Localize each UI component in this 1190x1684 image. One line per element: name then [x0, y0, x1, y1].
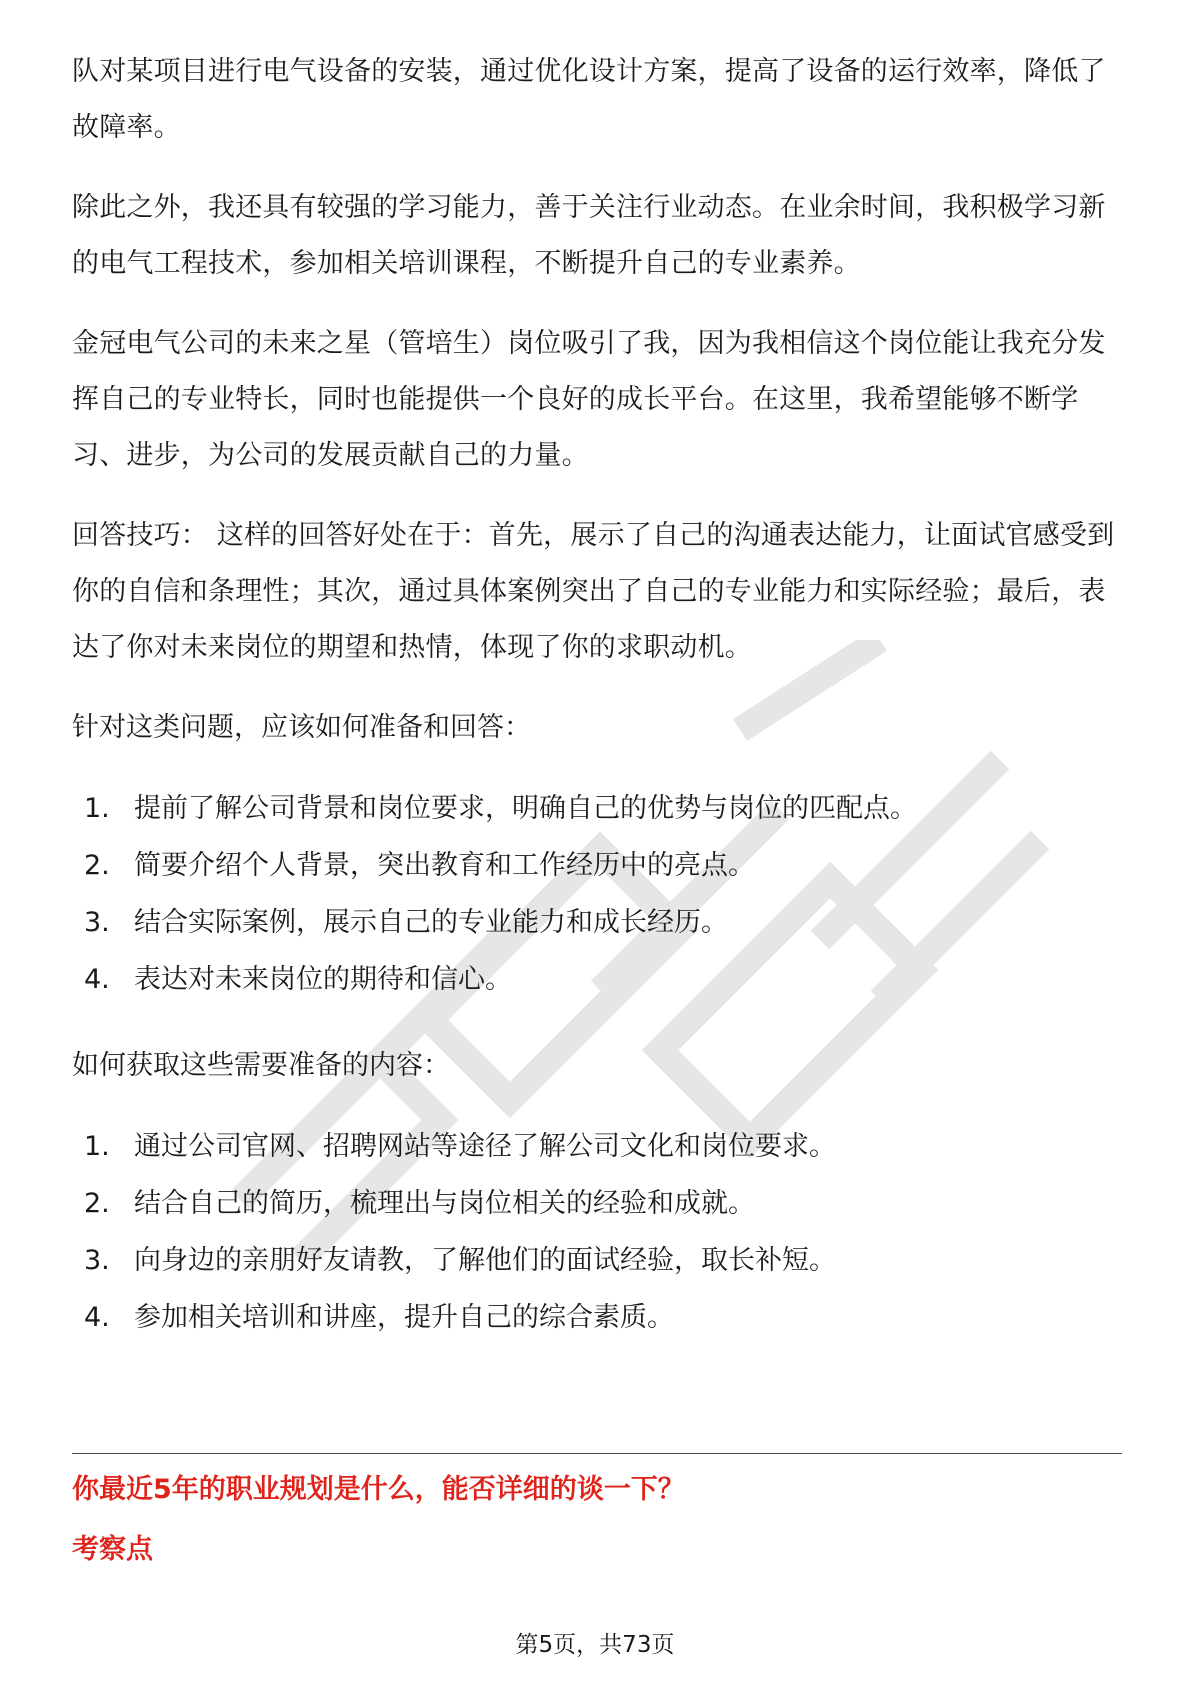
list-text: 简要介绍个人背景，突出教育和工作经历中的亮点。 — [134, 850, 755, 881]
page-footer: 第5页，共73页 — [515, 1632, 675, 1658]
list-number: 1. — [84, 1131, 110, 1162]
obtain-list — [72, 1118, 1122, 1346]
list-text: 结合实际案例，展示自己的专业能力和成长经历。 — [134, 907, 728, 938]
list-item — [72, 780, 1122, 837]
list-text: 结合自己的简历，梳理出与岗位相关的经验和成就。 — [134, 1188, 755, 1219]
obtain-heading: 如何获取这些需要准备的内容： — [72, 1050, 450, 1081]
list-item — [72, 837, 1122, 894]
list-number: 3. — [84, 907, 110, 938]
list-number: 4. — [84, 1302, 110, 1333]
list-number: 3. — [84, 1245, 110, 1276]
list-number: 4. — [84, 964, 110, 995]
list-text: 提前了解公司背景和岗位要求，明确自己的优势与岗位的匹配点。 — [134, 793, 917, 824]
answer-tips-paragraph: 回答技巧： 这样的回答好处在于：首先，展示了自己的沟通表达能力，让面试官感受到你的自信和条理性；其次，通过具体案例突出了自己的专业能力和实际经验；最后，表达了你对未来岗位的期望和热情，体现了你的求职动机。 — [72, 520, 1115, 663]
list-item — [72, 1289, 1122, 1346]
list-text: 通过公司官网、招聘网站等途径了解公司文化和岗位要求。 — [134, 1131, 836, 1162]
list-text: 参加相关培训和讲座，提升自己的综合素质。 — [134, 1302, 674, 1333]
assessment-points-label: 考察点 — [72, 1534, 153, 1565]
list-text: 向身边的亲朋好友请教，了解他们的面试经验，取长补短。 — [134, 1245, 836, 1276]
list-item — [72, 951, 1122, 1008]
next-question-title: 你最近5年的职业规划是什么，能否详细的谈一下？ — [72, 1474, 685, 1505]
list-item — [72, 1175, 1122, 1232]
list-item — [72, 894, 1122, 951]
list-number: 1. — [84, 793, 110, 824]
paragraph: 队对某项目进行电气设备的安装，通过优化设计方案，提高了设备的运行效率，降低了故障率。 — [72, 56, 1106, 143]
list-text: 表达对未来岗位的期待和信心。 — [134, 964, 512, 995]
list-item — [72, 1232, 1122, 1289]
prepare-list — [72, 780, 1122, 1008]
prepare-heading: 针对这类问题，应该如何准备和回答： — [72, 712, 531, 743]
list-item — [72, 1118, 1122, 1175]
paragraph: 金冠电气公司的未来之星（管培生）岗位吸引了我，因为我相信这个岗位能让我充分发挥自己的专业特长，同时也能提供一个良好的成长平台。在这里，我希望能够不断学习、进步，为公司的发展贡献自己的力量。 — [72, 328, 1106, 471]
paragraph: 除此之外，我还具有较强的学习能力，善于关注行业动态。在业余时间，我积极学习新的电气工程技术，参加相关培训课程，不断提升自己的专业素养。 — [72, 192, 1106, 279]
section-divider — [72, 1453, 1122, 1454]
document-body — [72, 44, 1122, 1376]
list-number: 2. — [84, 1188, 110, 1219]
list-number: 2. — [84, 850, 110, 881]
